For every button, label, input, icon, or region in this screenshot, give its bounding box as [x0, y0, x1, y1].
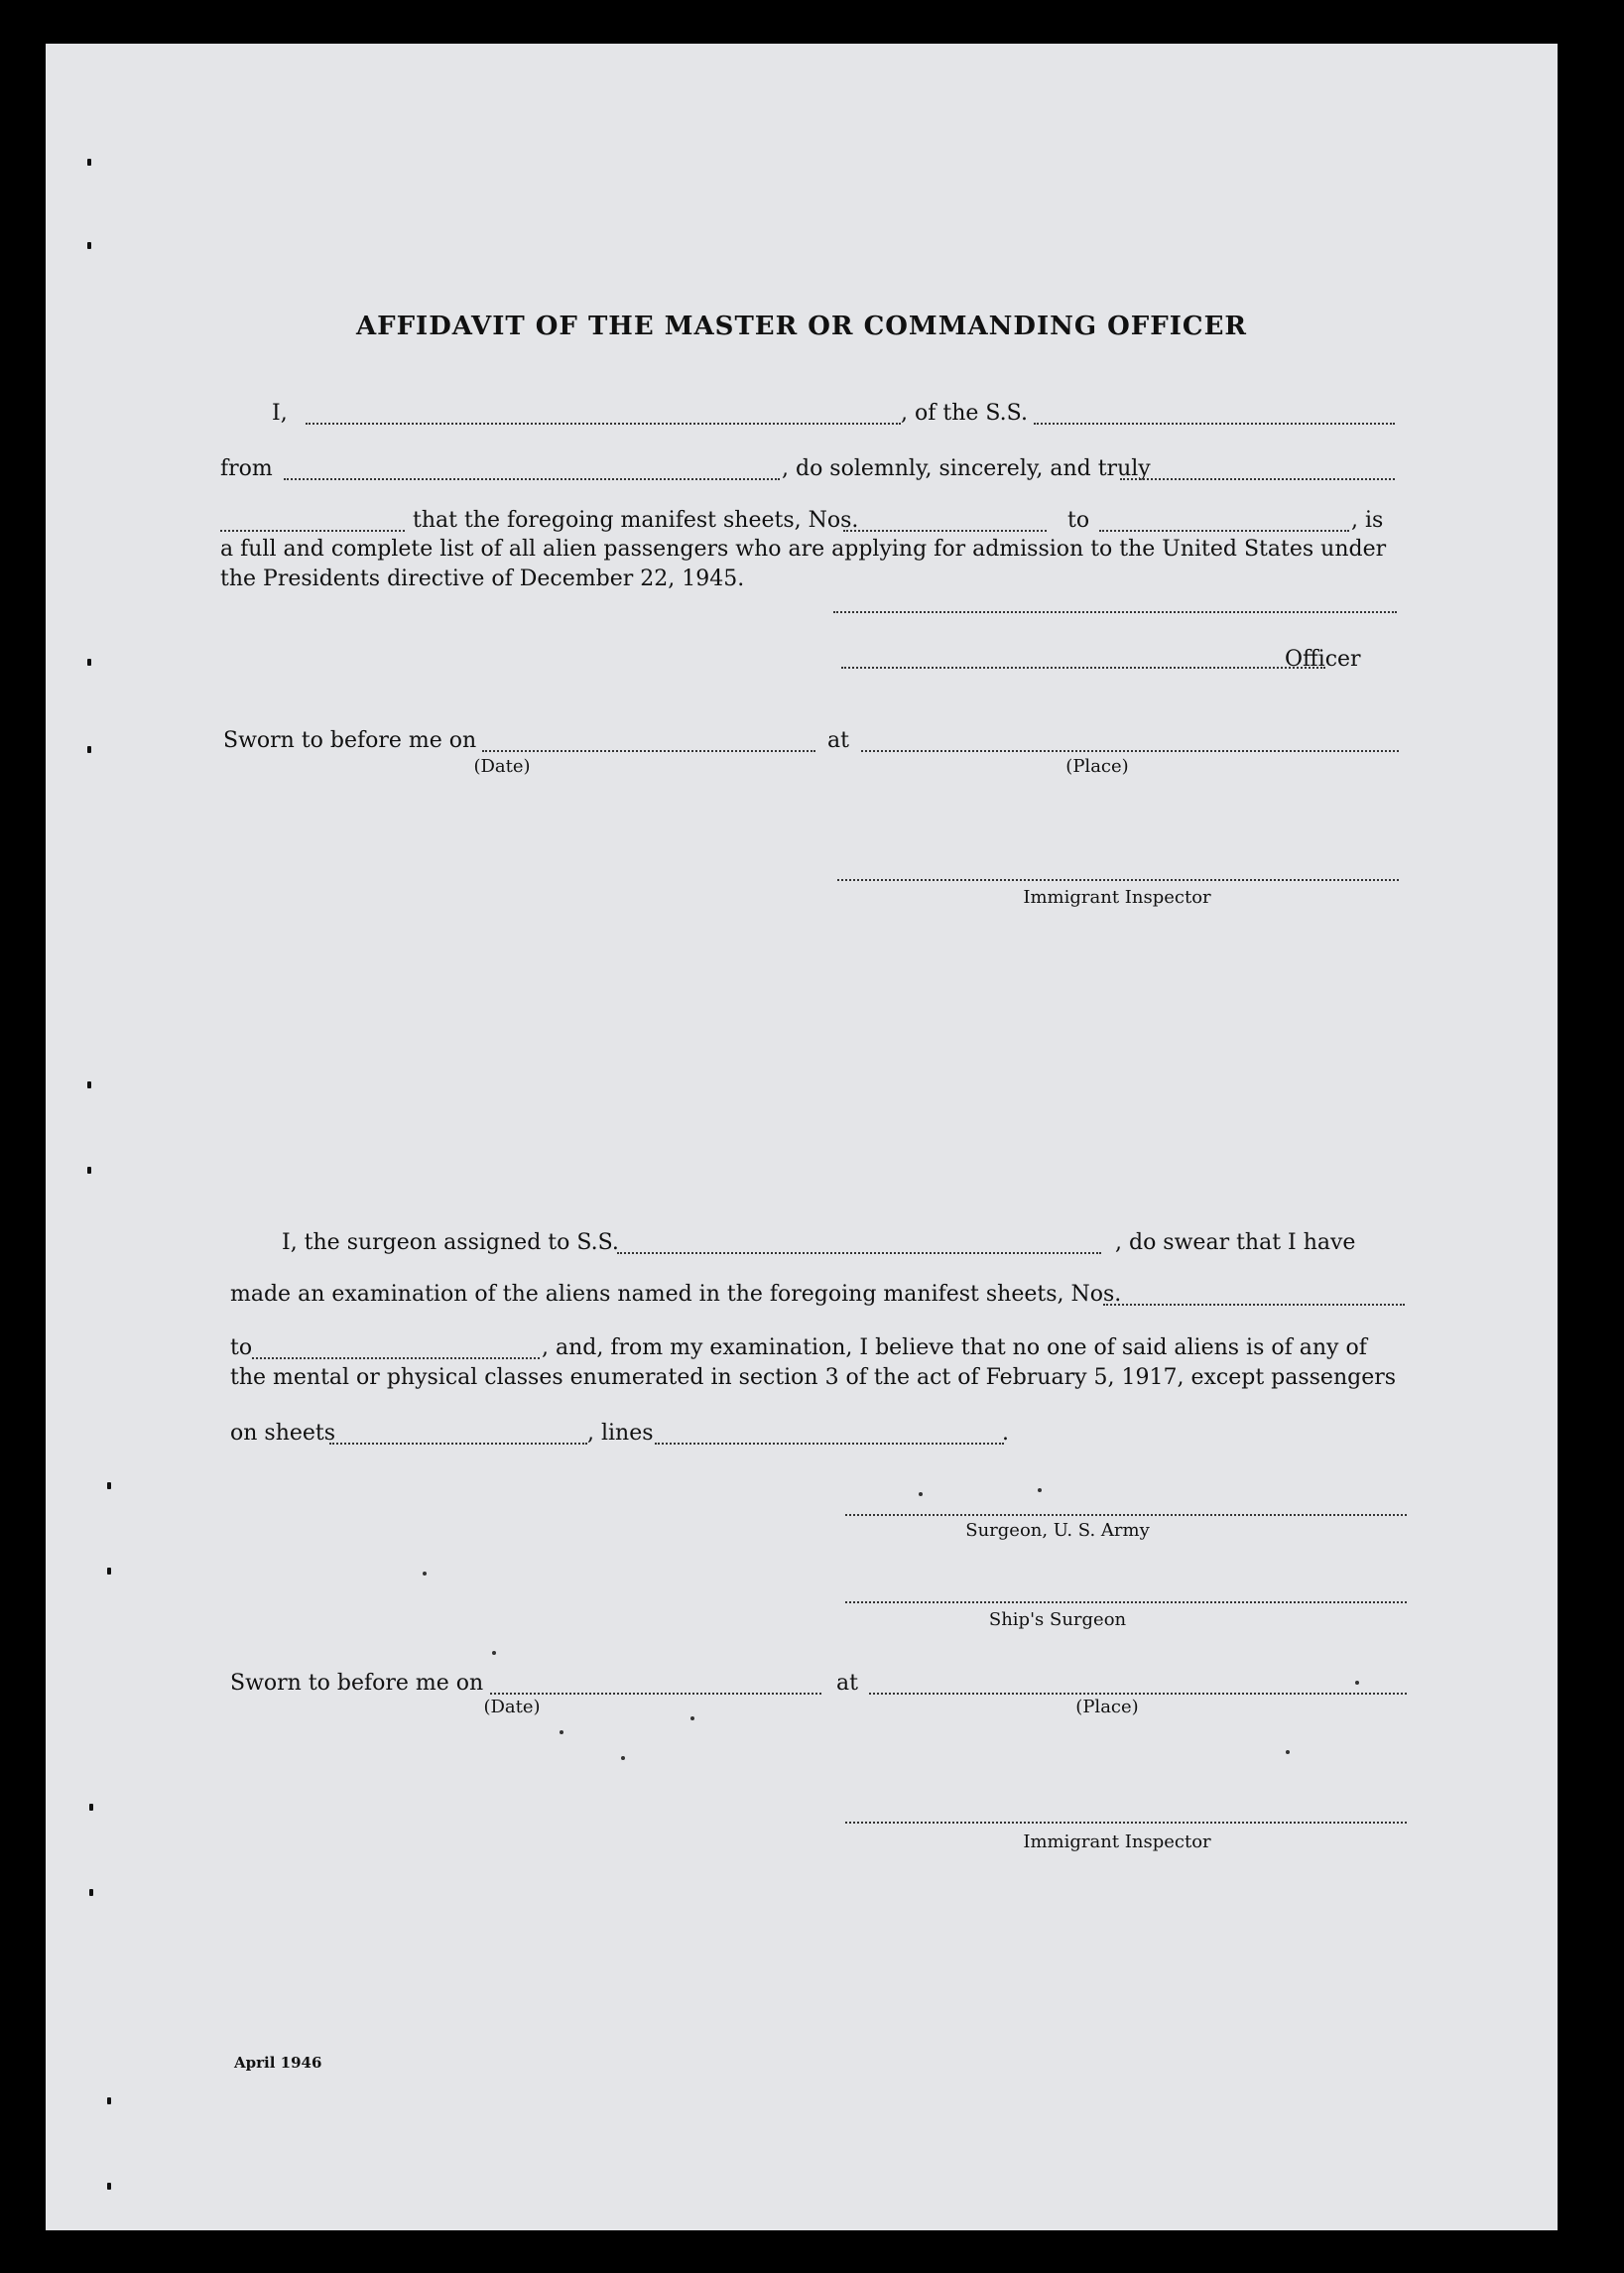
margin-mark	[89, 1889, 93, 1896]
scan-speck	[1355, 1681, 1359, 1685]
scan-speck	[690, 1716, 694, 1720]
master-sworn-label: Sworn to before me on	[223, 728, 477, 753]
officer-label: Officer	[1285, 647, 1361, 672]
margin-mark	[87, 159, 91, 166]
master-name-field[interactable]	[306, 423, 901, 425]
surgeon-at-label: at	[836, 1671, 858, 1696]
margin-mark	[107, 1568, 111, 1575]
scan-speck	[560, 1730, 563, 1734]
surgeon-to-label: to	[230, 1335, 253, 1360]
scan-speck	[492, 1651, 496, 1655]
ship-surgeon-label: Ship's Surgeon	[988, 1609, 1127, 1630]
surgeon-place-label: (Place)	[1075, 1697, 1139, 1717]
surgeon-line-4: the mental or physical classes enumerated in section 3 of the act of February 5, 1917, except passengers	[230, 1365, 1397, 1390]
manifest-text: that the foregoing manifest sheets, Nos.	[413, 508, 859, 533]
form-date: April 1946	[234, 2054, 322, 2072]
surgeon-sheets-from-field[interactable]	[1103, 1304, 1405, 1306]
surgeon-sworn-label: Sworn to before me on	[230, 1671, 484, 1696]
surgeon-sworn-date-field[interactable]	[490, 1693, 821, 1695]
surgeon-date-label: (Date)	[483, 1697, 541, 1717]
margin-mark	[89, 1804, 93, 1811]
master-line-3: the Presidents directive of December 22, 1945.	[220, 567, 745, 591]
exception-sheets-field[interactable]	[329, 1443, 587, 1445]
to-label: to	[1067, 508, 1090, 533]
master-line-2: a full and complete list of all alien passengers who are applying for admission to the United States under	[220, 537, 1387, 562]
surgeon-inspector-label: Immigrant Inspector	[1023, 1831, 1211, 1852]
master-signature-field[interactable]	[833, 611, 1397, 613]
ship-surgeon-signature-field[interactable]	[845, 1601, 1407, 1603]
surgeon-ship-field[interactable]	[617, 1252, 1101, 1254]
master-inspector-label: Immigrant Inspector	[1023, 887, 1211, 908]
surgeon-line-3b: , and, from my examination, I believe that no one of said aliens is of any of	[542, 1335, 1367, 1360]
scan-speck	[1038, 1488, 1042, 1492]
surgeon-line-2: made an examination of the aliens named in the foregoing manifest sheets, Nos.	[230, 1282, 1122, 1307]
margin-mark	[107, 2183, 111, 2190]
master-place-label: (Place)	[1065, 756, 1129, 777]
exception-lines-field[interactable]	[655, 1443, 1004, 1445]
document-page	[46, 44, 1558, 2230]
margin-mark	[87, 1167, 91, 1174]
margin-mark	[107, 2097, 111, 2104]
surgeon-line-1b: , do swear that I have	[1115, 1230, 1356, 1255]
margin-mark	[87, 1081, 91, 1088]
master-sworn-date-field[interactable]	[482, 750, 815, 752]
surgeon-inspector-signature-field[interactable]	[845, 1822, 1407, 1824]
surgeon-line-1a: I, the surgeon assigned to S.S.	[282, 1230, 619, 1255]
from-port-field[interactable]	[284, 478, 780, 480]
of-ss-label: , of the S.S.	[901, 401, 1028, 426]
margin-mark	[87, 746, 91, 753]
oath-type-field-2[interactable]	[220, 530, 405, 532]
is-label: , is	[1351, 508, 1384, 533]
surgeon-sheets-to-field[interactable]	[252, 1357, 540, 1359]
margin-mark	[87, 242, 91, 249]
master-date-label: (Date)	[473, 756, 531, 777]
oath-type-field[interactable]	[1120, 478, 1395, 480]
margin-mark	[107, 1482, 111, 1489]
from-label: from	[220, 456, 273, 481]
master-at-label: at	[827, 728, 849, 753]
i-label: I,	[272, 401, 288, 426]
document-title: AFFIDAVIT OF THE MASTER OR COMMANDING OFFICER	[355, 312, 1248, 341]
solemnly-label: , do solemnly, sincerely, and truly	[782, 456, 1151, 481]
scan-speck	[621, 1756, 625, 1760]
officer-title-field[interactable]	[841, 667, 1325, 669]
lines-period: .	[1002, 1421, 1009, 1446]
army-surgeon-signature-field[interactable]	[845, 1514, 1407, 1516]
lines-label: , lines	[587, 1421, 654, 1446]
surgeon-sworn-place-field[interactable]	[869, 1693, 1407, 1695]
sheets-from-field[interactable]	[843, 530, 1047, 532]
sheets-to-field[interactable]	[1099, 530, 1349, 532]
scan-speck	[1286, 1750, 1290, 1754]
on-sheets-label: on sheets	[230, 1421, 336, 1446]
army-surgeon-label: Surgeon, U. S. Army	[965, 1520, 1150, 1541]
ship-name-field[interactable]	[1034, 423, 1395, 425]
scan-speck	[919, 1492, 923, 1496]
scan-speck	[423, 1572, 427, 1576]
master-sworn-place-field[interactable]	[861, 750, 1399, 752]
margin-mark	[87, 659, 91, 666]
master-inspector-signature-field[interactable]	[837, 879, 1399, 881]
